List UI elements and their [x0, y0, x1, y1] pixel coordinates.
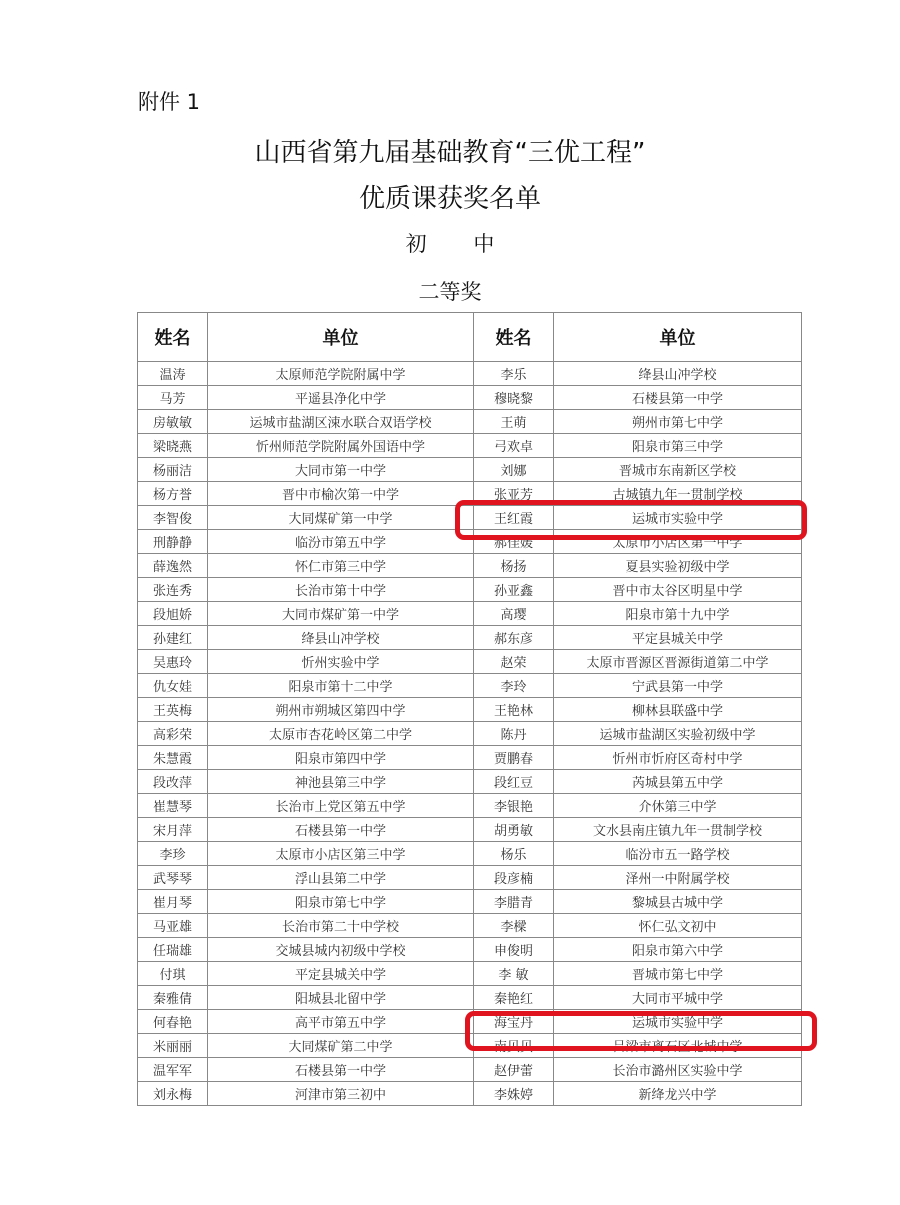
- cell-unit-left: 绛县山冲学校: [208, 626, 474, 650]
- cell-name-right: 王红霞: [474, 506, 554, 530]
- cell-unit-left: 平遥县净化中学: [208, 386, 474, 410]
- school-level: 初 中: [405, 232, 515, 256]
- cell-unit-left: 晋中市榆次第一中学: [208, 482, 474, 506]
- cell-name-left: 温军军: [138, 1058, 208, 1082]
- table-row: [138, 914, 802, 938]
- cell-unit-left: 太原师范学院附属中学: [208, 362, 474, 386]
- cell-name-left: 付琪: [138, 962, 208, 986]
- cell-unit-right: 芮城县第五中学: [554, 770, 802, 794]
- cell-unit-right: 运城市盐湖区实验初级中学: [554, 722, 802, 746]
- cell-name-right: 南贝贝: [474, 1034, 554, 1058]
- cell-name-right: 杨乐: [474, 842, 554, 866]
- cell-unit-left: 长治市第十中学: [208, 578, 474, 602]
- cell-name-right: 李银艳: [474, 794, 554, 818]
- cell-unit-right: 阳泉市第十九中学: [554, 602, 802, 626]
- table-row: [138, 362, 802, 386]
- cell-unit-left: 高平市第五中学: [208, 1010, 474, 1034]
- cell-unit-left: 忻州实验中学: [208, 650, 474, 674]
- cell-name-right: 李腊青: [474, 890, 554, 914]
- cell-unit-left: 大同市第一中学: [208, 458, 474, 482]
- table-row: [138, 1058, 802, 1082]
- table-row: [138, 1034, 802, 1058]
- cell-unit-right: 新绛龙兴中学: [554, 1082, 802, 1106]
- cell-name-right: 高璎: [474, 602, 554, 626]
- cell-name-right: 段彦楠: [474, 866, 554, 890]
- cell-unit-left: 平定县城关中学: [208, 962, 474, 986]
- cell-unit-right: 晋中市太谷区明星中学: [554, 578, 802, 602]
- cell-unit-left: 浮山县第二中学: [208, 866, 474, 890]
- table-row: [138, 770, 802, 794]
- cell-unit-left: 阳泉市第十二中学: [208, 674, 474, 698]
- cell-name-left: 杨丽洁: [138, 458, 208, 482]
- header-name-right: 姓名: [474, 313, 554, 362]
- cell-name-right: 李玲: [474, 674, 554, 698]
- table-row: [138, 986, 802, 1010]
- table-row: [138, 890, 802, 914]
- cell-unit-right: 文水县南庄镇九年一贯制学校: [554, 818, 802, 842]
- cell-name-left: 仇女娃: [138, 674, 208, 698]
- cell-unit-right: 宁武县第一中学: [554, 674, 802, 698]
- cell-name-right: 刘娜: [474, 458, 554, 482]
- table-row: [138, 674, 802, 698]
- cell-unit-left: 河津市第三初中: [208, 1082, 474, 1106]
- cell-unit-left: 大同煤矿第一中学: [208, 506, 474, 530]
- cell-unit-right: 夏县实验初级中学: [554, 554, 802, 578]
- cell-name-right: 胡勇敏: [474, 818, 554, 842]
- cell-name-right: 赵荣: [474, 650, 554, 674]
- cell-unit-right: 黎城县古城中学: [554, 890, 802, 914]
- cell-name-right: 贾鹏春: [474, 746, 554, 770]
- cell-unit-left: 石楼县第一中学: [208, 1058, 474, 1082]
- cell-name-right: 李樑: [474, 914, 554, 938]
- table-row: [138, 458, 802, 482]
- table-row: [138, 410, 802, 434]
- cell-unit-right: 运城市实验中学: [554, 1010, 802, 1034]
- cell-name-left: 武琴琴: [138, 866, 208, 890]
- table-row: [138, 554, 802, 578]
- table-row: [138, 482, 802, 506]
- cell-unit-right: 平定县城关中学: [554, 626, 802, 650]
- cell-name-left: 朱慧霞: [138, 746, 208, 770]
- cell-unit-right: 绛县山冲学校: [554, 362, 802, 386]
- cell-unit-left: 石楼县第一中学: [208, 818, 474, 842]
- cell-name-left: 吴惠玲: [138, 650, 208, 674]
- table-row: [138, 578, 802, 602]
- cell-name-left: 李珍: [138, 842, 208, 866]
- cell-name-right: 张亚芳: [474, 482, 554, 506]
- cell-unit-right: 长治市潞州区实验中学: [554, 1058, 802, 1082]
- attachment-label: 附件 1: [138, 90, 201, 114]
- table-row: [138, 506, 802, 530]
- table-row: [138, 842, 802, 866]
- cell-name-right: 穆晓黎: [474, 386, 554, 410]
- cell-unit-right: 朔州市第七中学: [554, 410, 802, 434]
- cell-name-right: 弓欢卓: [474, 434, 554, 458]
- cell-name-right: 赵伊蕾: [474, 1058, 554, 1082]
- cell-unit-left: 长治市第二十中学校: [208, 914, 474, 938]
- cell-name-left: 崔慧琴: [138, 794, 208, 818]
- table-row: [138, 746, 802, 770]
- cell-unit-left: 太原市小店区第三中学: [208, 842, 474, 866]
- document-title: 山西省第九届基础教育“三优工程”: [254, 138, 646, 168]
- cell-unit-right: 晋城市第七中学: [554, 962, 802, 986]
- cell-name-right: 陈丹: [474, 722, 554, 746]
- cell-name-right: 王艳林: [474, 698, 554, 722]
- cell-name-left: 刘永梅: [138, 1082, 208, 1106]
- cell-name-left: 李智俊: [138, 506, 208, 530]
- cell-unit-right: 运城市实验中学: [554, 506, 802, 530]
- cell-unit-right: 柳林县联盛中学: [554, 698, 802, 722]
- cell-unit-right: 怀仁弘文初中: [554, 914, 802, 938]
- cell-name-left: 温涛: [138, 362, 208, 386]
- cell-name-right: 杨扬: [474, 554, 554, 578]
- cell-unit-left: 运城市盐湖区涑水联合双语学校: [208, 410, 474, 434]
- table-row: [138, 530, 802, 554]
- cell-name-left: 杨方誉: [138, 482, 208, 506]
- header-unit-right: 单位: [554, 313, 802, 362]
- table-header-row: [138, 313, 802, 362]
- cell-name-right: 李乐: [474, 362, 554, 386]
- cell-name-left: 宋月萍: [138, 818, 208, 842]
- document-subtitle: 优质课获奖名单: [358, 184, 541, 214]
- table-row: [138, 386, 802, 410]
- header-name-left: 姓名: [138, 313, 208, 362]
- table-row: [138, 722, 802, 746]
- cell-unit-left: 怀仁市第三中学: [208, 554, 474, 578]
- cell-name-left: 王英梅: [138, 698, 208, 722]
- cell-unit-right: 古城镇九年一贯制学校: [554, 482, 802, 506]
- cell-name-left: 房敏敏: [138, 410, 208, 434]
- table-row: [138, 602, 802, 626]
- table-row: [138, 818, 802, 842]
- cell-unit-left: 忻州师范学院附属外国语中学: [208, 434, 474, 458]
- table-row: [138, 434, 802, 458]
- cell-unit-left: 朔州市朔城区第四中学: [208, 698, 474, 722]
- cell-unit-left: 阳泉市第七中学: [208, 890, 474, 914]
- table-body: [138, 362, 802, 1106]
- cell-name-right: 秦艳红: [474, 986, 554, 1010]
- table-row: [138, 1010, 802, 1034]
- table-row: [138, 794, 802, 818]
- table-row: [138, 626, 802, 650]
- cell-name-right: 段红豆: [474, 770, 554, 794]
- table-row: [138, 1082, 802, 1106]
- header-unit-left: 单位: [208, 313, 474, 362]
- cell-unit-right: 临汾市五一路学校: [554, 842, 802, 866]
- cell-unit-left: 阳城县北留中学: [208, 986, 474, 1010]
- cell-name-right: 李姝婷: [474, 1082, 554, 1106]
- cell-name-left: 崔月琴: [138, 890, 208, 914]
- cell-name-right: 申俊明: [474, 938, 554, 962]
- table-row: [138, 866, 802, 890]
- cell-name-left: 何春艳: [138, 1010, 208, 1034]
- cell-unit-right: 阳泉市第三中学: [554, 434, 802, 458]
- cell-name-left: 任瑞雄: [138, 938, 208, 962]
- cell-unit-right: 介休第三中学: [554, 794, 802, 818]
- cell-name-right: 郝东彦: [474, 626, 554, 650]
- cell-name-left: 米丽丽: [138, 1034, 208, 1058]
- cell-unit-left: 大同煤矿第二中学: [208, 1034, 474, 1058]
- award-table: [137, 312, 802, 1106]
- cell-name-left: 高彩荣: [138, 722, 208, 746]
- cell-name-right: 李 敏: [474, 962, 554, 986]
- cell-name-left: 马芳: [138, 386, 208, 410]
- cell-name-right: 郝佳媛: [474, 530, 554, 554]
- cell-unit-left: 交城县城内初级中学校: [208, 938, 474, 962]
- cell-unit-right: 忻州市忻府区奇村中学: [554, 746, 802, 770]
- cell-unit-right: 阳泉市第六中学: [554, 938, 802, 962]
- cell-name-left: 段旭娇: [138, 602, 208, 626]
- cell-name-right: 孙亚鑫: [474, 578, 554, 602]
- table-row: [138, 698, 802, 722]
- cell-name-left: 梁晓燕: [138, 434, 208, 458]
- table-row: [138, 650, 802, 674]
- cell-unit-right: 晋城市东南新区学校: [554, 458, 802, 482]
- cell-name-left: 段改萍: [138, 770, 208, 794]
- cell-unit-right: 太原市小店区第一中学: [554, 530, 802, 554]
- cell-unit-right: 泽州一中附属学校: [554, 866, 802, 890]
- cell-name-left: 秦雅倩: [138, 986, 208, 1010]
- cell-name-left: 刑静静: [138, 530, 208, 554]
- cell-name-right: 海宝丹: [474, 1010, 554, 1034]
- cell-unit-left: 临汾市第五中学: [208, 530, 474, 554]
- cell-name-left: 孙建红: [138, 626, 208, 650]
- cell-unit-right: 吕梁市离石区北城中学: [554, 1034, 802, 1058]
- cell-unit-left: 长治市上党区第五中学: [208, 794, 474, 818]
- cell-name-left: 张连秀: [138, 578, 208, 602]
- cell-unit-left: 大同市煤矿第一中学: [208, 602, 474, 626]
- table-row: [138, 962, 802, 986]
- cell-unit-right: 石楼县第一中学: [554, 386, 802, 410]
- cell-unit-left: 太原市杏花岭区第二中学: [208, 722, 474, 746]
- cell-unit-right: 太原市晋源区晋源街道第二中学: [554, 650, 802, 674]
- cell-name-left: 薛逸然: [138, 554, 208, 578]
- prize-level: 二等奖: [418, 280, 482, 304]
- table-row: [138, 938, 802, 962]
- cell-unit-right: 大同市平城中学: [554, 986, 802, 1010]
- cell-unit-left: 阳泉市第四中学: [208, 746, 474, 770]
- cell-name-left: 马亚雄: [138, 914, 208, 938]
- cell-name-right: 王萌: [474, 410, 554, 434]
- cell-unit-left: 神池县第三中学: [208, 770, 474, 794]
